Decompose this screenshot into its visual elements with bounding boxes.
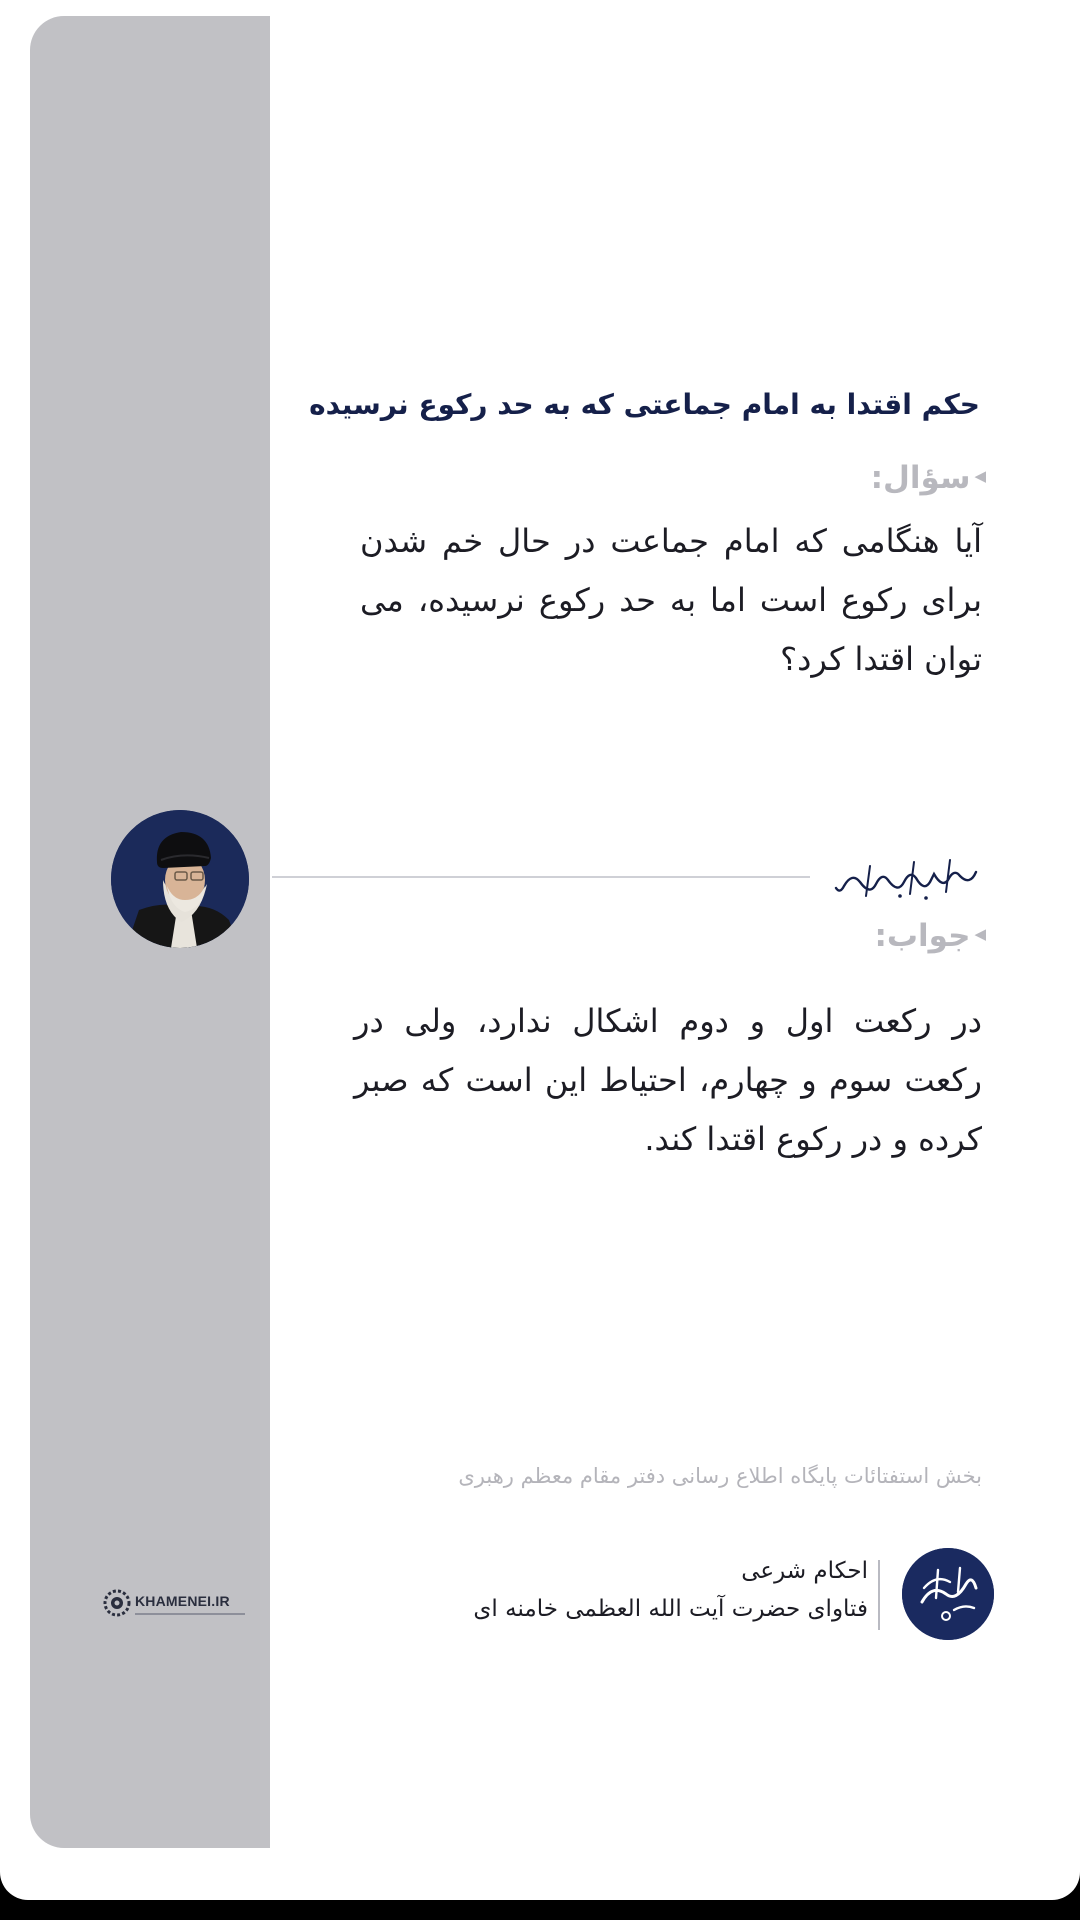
khamenei-logo <box>102 1588 245 1618</box>
gear-emblem-icon <box>102 1588 132 1618</box>
divider-line <box>272 876 810 878</box>
seal-calligraphy <box>902 1548 994 1640</box>
portrait-avatar <box>111 810 249 948</box>
calligraphy-seal-icon <box>902 1548 994 1640</box>
question-text: آیا هنگامی که امام جماعت در حال خم شدن برای رکوع است اما به حد رکوع نرسیده، می توان اقتدا کرد؟ <box>360 522 982 678</box>
footer-subtitle: فتاوای حضرت آیت الله العظمی خامنه ای <box>473 1596 868 1622</box>
logo-text: KHAMENEI.IR <box>135 1593 230 1609</box>
triangle-left-icon: ◀ <box>974 925 986 943</box>
side-panel <box>30 16 270 1848</box>
triangle-left-icon: ◀ <box>974 467 986 485</box>
answer-label-text: جواب: <box>874 918 971 954</box>
footer-separator <box>878 1560 880 1630</box>
page-title: حکم اقتدا به امام جماعتی که به حد رکوع نرسیده <box>309 388 980 421</box>
source-credit: بخش استفتائات پایگاه اطلاع رسانی دفتر مقام معظم رهبری <box>458 1464 982 1488</box>
logo-subtext-line <box>135 1613 245 1615</box>
portrait-illustration <box>111 810 249 948</box>
question-label <box>871 460 986 496</box>
question-label-text: سؤال: <box>870 460 971 496</box>
basmala-calligraphy <box>830 852 980 904</box>
answer-text: در رکعت اول و دوم اشکال ندارد، ولی در رکعت سوم و چهارم، احتیاط این است که صبر کرده و در رکوع اقتدا کند. <box>354 1002 982 1158</box>
answer-label <box>875 918 987 954</box>
footer-category: احکام شرعی <box>741 1558 868 1584</box>
